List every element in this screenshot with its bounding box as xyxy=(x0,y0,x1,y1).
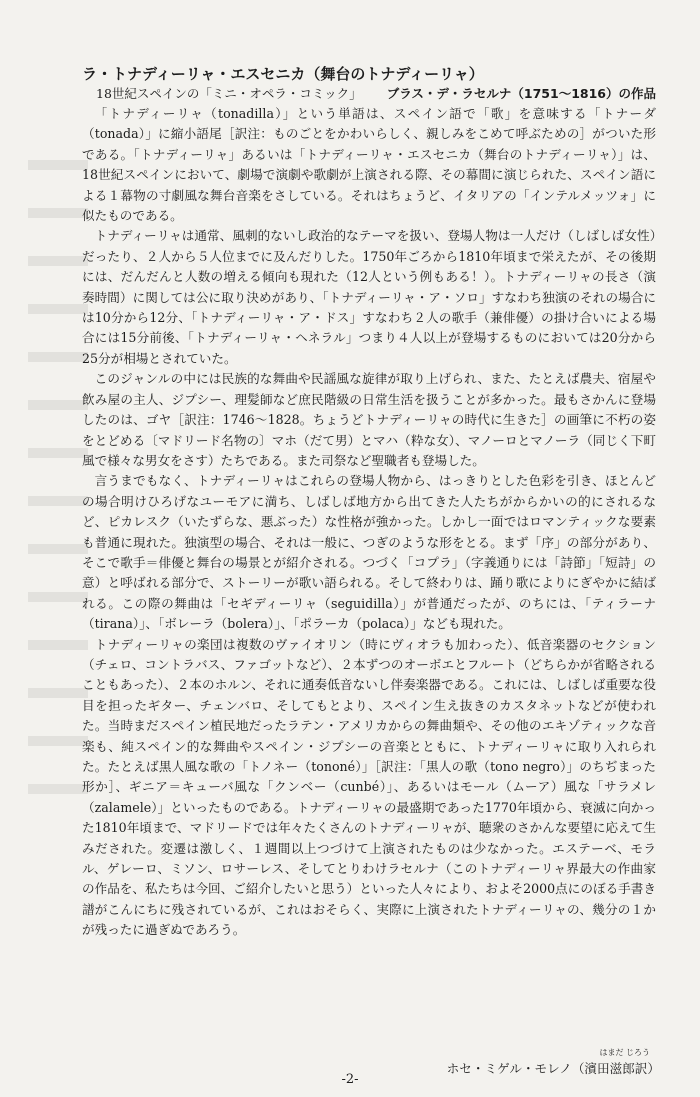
paragraph: 言うまでもなく、トナディーリャはこれらの登場人物から、はっきりとした色彩を引き、ほとんどの場合明けひろげなユーモアに満ち、しばしば地方から出てきた人たちがからかいの的にされるなど、ピカレスク（いたずらな、悪ぶった）な性格が強かった。しかし一面ではロマンティックな要素も普通に現れた。独演型の場合、それは一般に、つぎのような形をとる。まず「序」の部分があり、そこで歌手＝俳優と舞台の場景とが紹介される。つづく「コプラ」（字義通りには「詩節」「短詩」の意）と呼ばれる部分で、ストーリーが歌い語られる。そして終わりは、踊り歌によりにぎやかに結ばれる。この際の舞曲は「セギディーリャ（seguidilla）」が普通だったが、のちには、「ティラーナ（tirana）」、「ボレーラ（bolera）」、「ポラーカ（polaca）」なども現れた。 xyxy=(82,473,657,632)
article xyxy=(82,64,656,941)
subtitle-composer: ブラス・デ・ラセルナ（1751〜1816）の作品 xyxy=(386,86,656,101)
article-title: ラ・トナディーリャ・エスセニカ（舞台のトナディーリャ） xyxy=(82,65,484,83)
paragraph: トナディーリャの楽団は複数のヴァイオリン（時にヴィオラも加わった）、低音楽器のセクション（チェロ、コントラバス、ファゴットなど）、２本ずつのオーボエとフルート（どちらかが省略されることもあった）、２本のホルン、それに通奏低音ないし伴奏楽器である。これには、しばしば重要な役目を担ったギター、チェンバロ、そしてもとより、スペイン生え抜きのカスタネットなどが使われた。当時まだスペイン植民地だったラテン・アメリカからの舞曲類や、その他のエキゾティックな音楽も、純スペイン的な舞曲やスペイン・ジプシーの音楽とともに、トナディーリャに取り入れられた。たとえば黒人風な歌の「トノネー（tononé）」［訳注：「黒人の歌（tono negro）」のちぢまった形か］、ギニア＝キューバ風な「クンベー（cunbé）」、あるいはモール（ムーア）風な「サラメレ（zalamele）」といったものである。トナディーリャの最盛期であった1770年頃から、衰滅に向かった1810年頃まで、マドリードでは年々たくさんのトナディーリャが、聴衆のさかんな要望に応えて生みだされた。変遷は激しく、１週間以上つづけて上演されたものは少なかった。エステーベ、モラル、ゲレーロ、ミソン、ロサーレス、そしてとりわけラセルナ（このトナディーリャ界最大の作曲家の作品を、私たちは今回、ご紹介したいと思う）といった人々により、およそ2000点にのぼる手書き譜がこんにちに残されているが、これはおそらく、実際に上演されたトナディーリャの、幾分の１かが残ったに過ぎぬであろう。 xyxy=(82,636,656,938)
paragraph: トナディーリャは通常、風刺的ないし政治的なテーマを扱い、登場人物は一人だけ（しばしば女性）だったり、２人から５人位までに及んだりした。1750年ごろから1810年頃まで栄えたが、その後期には、だんだんと人数の増える傾向も現れた（12人という例もある！）。トナディーリャの長さ（演奏時間）に関しては公に取り決めがあり、「トナディーリャ・ア・ソロ」すなわち独演のそれの場合には10分から12分、「トナディーリャ・ア・ドス」すなわち２人の歌手（兼俳優）の掛け合いによる場合には15分前後、「トナディーリャ・ヘネラル」つまり４人以上が登場するものにおいては20分から25分が相場とされていた。 xyxy=(82,228,656,366)
translator-ruby: はまだ じろう xyxy=(599,1048,650,1057)
paragraph: 「トナディーリャ（tonadilla）」という単語は、スペイン語で「歌」を意味する「トナーダ（tonada）」に縮小語尾［訳注：ものごとをかわいらしく、親しみをこめて呼ぶための］がついた形である。「トナディーリャ」あるいは「トナディーリャ・エスセニカ（舞台のトナディーリャ）」は、18世紀スペインにおいて、劇場で演劇や歌劇が上演される際、その幕間に演じられた、スペイン語による１幕物の寸劇風な舞台音楽をさしている。それはちょうど、イタリアの「インテルメッツォ」に似たものである。 xyxy=(82,106,656,224)
page-number: -2- xyxy=(341,1072,359,1087)
subtitle-genre: 18世紀スペインの「ミニ・オペラ・コミック」 xyxy=(96,86,362,101)
paragraph: このジャンルの中には民族的な舞曲や民謡風な旋律が取り上げられ、また、たとえば農夫、宿屋や飲み屋の主人、ジプシー、理髪師など庶民階級の日常生活を扱うことが多かった。最もさかんに登場したのは、ゴヤ［訳注：1746〜1828。ちょうどトナディーリャの時代に生きた］の画筆に不朽の姿をとどめる〔マドリード名物の〕マホ（だて男）とマハ（粋な女）、マノーロとマノーラ（同じく下町風で様々な男女をさす）たちである。また司祭など聖職者も登場した。 xyxy=(82,371,656,468)
article-subtitle xyxy=(96,84,656,104)
signature-text: ホセ・ミゲル・モレノ（濱田滋郎訳） xyxy=(446,1061,660,1076)
